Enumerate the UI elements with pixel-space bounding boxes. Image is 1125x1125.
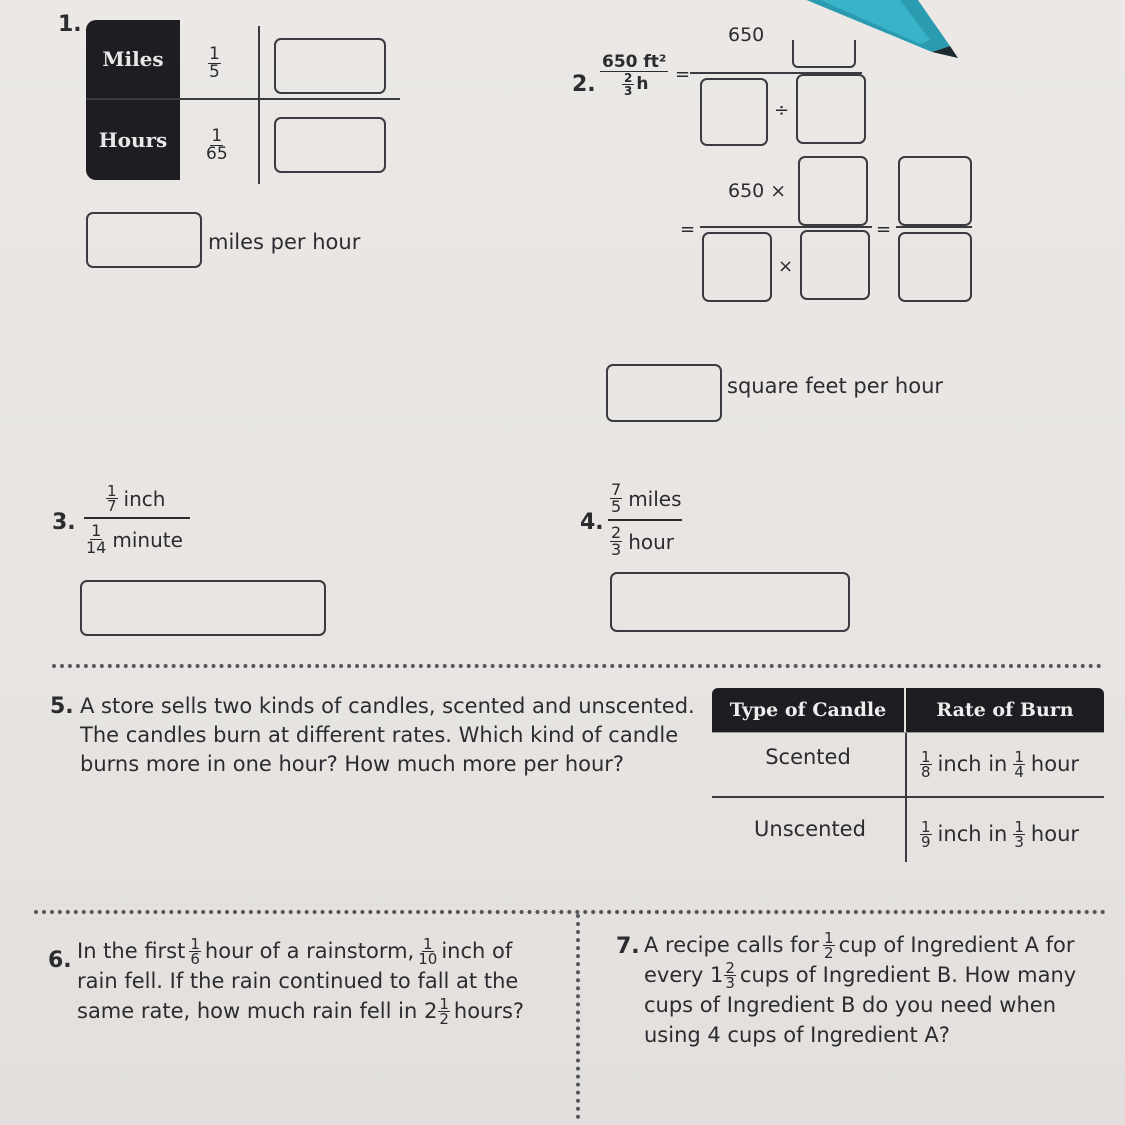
problem-2-number: 2. xyxy=(572,72,596,97)
hours-label: Hours xyxy=(86,100,180,180)
text-fragment: cup of Ingredient A for xyxy=(838,933,1075,957)
denominator: 3 xyxy=(725,973,735,992)
equals-sign: = xyxy=(675,64,691,85)
text-line: A store sells two kinds of candles, scented and unscented. xyxy=(80,694,695,718)
section-divider xyxy=(52,664,1102,668)
denominator: 5 xyxy=(611,497,622,516)
step2-numerator: 650 × xyxy=(728,180,787,202)
problem-4-fraction xyxy=(608,482,682,558)
step1-numerator: 650 xyxy=(728,24,765,46)
text-fragment: In the first xyxy=(77,939,186,963)
rate-unit: hour xyxy=(1030,752,1080,776)
denominator: 65 xyxy=(206,144,228,164)
numerator: 650 ft² xyxy=(602,52,667,72)
step1-divisor-box-b[interactable] xyxy=(796,74,866,144)
header-type: Type of Candle xyxy=(712,688,904,732)
text-fragment: A recipe calls for xyxy=(644,933,820,957)
hours-answer-box[interactable] xyxy=(274,117,386,173)
text-fragment: hour of a rainstorm, xyxy=(204,939,415,963)
table-divider xyxy=(258,26,260,184)
denominator: 3 xyxy=(1014,832,1024,851)
text-line: The candles burn at different rates. Which kind of candle xyxy=(80,723,679,747)
denominator: 5 xyxy=(209,62,220,82)
step2-bottom-box-b[interactable] xyxy=(800,230,870,300)
equals-sign: = xyxy=(876,219,892,240)
text-fragment: same rate, how much rain fell in 2 xyxy=(77,999,438,1023)
row-unscented-rate xyxy=(918,814,1079,854)
equals-sign: = xyxy=(680,219,696,240)
result-denominator-box[interactable] xyxy=(898,232,972,302)
numerator: 1 xyxy=(1014,817,1024,836)
text-line: using 4 cups of Ingredient A? xyxy=(644,1023,950,1047)
numerator: 1 xyxy=(824,928,834,947)
miles-label: Miles xyxy=(86,20,180,98)
text-line: burns more in one hour? How much more per hour? xyxy=(80,752,625,776)
step1-divisor-box-a[interactable] xyxy=(700,78,768,146)
section-divider xyxy=(34,910,1106,914)
numerator: 1 xyxy=(439,994,449,1013)
row-unscented-type: Unscented xyxy=(754,817,866,841)
numerator: 1 xyxy=(190,934,200,953)
problem-1-number: 1. xyxy=(58,12,82,37)
numerator: 1 xyxy=(211,126,223,146)
rate-text: inch in xyxy=(937,752,1008,776)
miles-answer-box[interactable] xyxy=(274,38,386,94)
denominator: 8 xyxy=(921,762,931,781)
numerator: 2 xyxy=(611,523,622,542)
denominator: 3 xyxy=(611,540,622,559)
rate-unit: hour xyxy=(1030,822,1080,846)
sqft-label: square feet per hour xyxy=(727,374,944,398)
numerator: 2 xyxy=(725,958,735,977)
column-divider xyxy=(576,914,580,1119)
sqft-answer-box[interactable] xyxy=(606,364,722,422)
mph-label: miles per hour xyxy=(208,230,361,254)
unit: hour xyxy=(628,529,674,554)
denominator: 9 xyxy=(921,832,931,851)
unit: h xyxy=(636,74,649,94)
denominator: 3 xyxy=(623,84,633,98)
problem-3-number: 3. xyxy=(52,510,76,535)
text-fragment: every 1 xyxy=(644,963,724,987)
numerator: 1 xyxy=(91,521,102,540)
unit: minute xyxy=(112,527,183,552)
denominator: 4 xyxy=(1014,762,1024,781)
row-scented-type: Scented xyxy=(765,745,851,769)
problem-7-number: 7. xyxy=(616,934,640,959)
text-fragment: inch of xyxy=(441,939,513,963)
table-divider xyxy=(712,796,1104,798)
denominator: 2 xyxy=(439,1009,449,1028)
denominator: 2 xyxy=(824,943,834,962)
divide-sign: ÷ xyxy=(774,100,790,121)
step1-top-box[interactable] xyxy=(792,40,856,68)
table-divider xyxy=(86,98,400,100)
text-line: cups of Ingredient B do you need when xyxy=(644,993,1057,1017)
step2-top-box[interactable] xyxy=(798,156,868,226)
hours-fraction xyxy=(204,128,230,163)
problem-3-answer-box[interactable] xyxy=(80,580,326,636)
unit: inch xyxy=(123,486,166,511)
problem-6-number: 6. xyxy=(48,948,72,973)
problem-6-text xyxy=(77,936,524,1026)
denominator: 6 xyxy=(190,949,200,968)
text-line: rain fell. If the rain continued to fall at the xyxy=(77,969,519,993)
denominator: 7 xyxy=(107,497,117,515)
numerator: 1 xyxy=(209,44,220,64)
given-rate-fraction xyxy=(600,52,668,97)
unit: miles xyxy=(628,486,682,511)
problem-7-text xyxy=(644,930,1076,1050)
text-fragment: cups of Ingredient B. How many xyxy=(739,963,1077,987)
problem-3-fraction xyxy=(84,484,190,556)
numerator: 1 xyxy=(107,482,117,500)
denominator: 14 xyxy=(86,538,107,557)
numerator: 7 xyxy=(611,480,622,499)
rate-text: inch in xyxy=(937,822,1008,846)
fraction-bar xyxy=(700,226,872,228)
mph-answer-box[interactable] xyxy=(86,212,202,268)
times-sign: × xyxy=(778,256,794,277)
problem-5-text xyxy=(80,692,695,779)
numerator: 1 xyxy=(921,747,931,766)
numerator: 1 xyxy=(422,934,433,953)
fraction-bar xyxy=(896,226,972,228)
table-divider xyxy=(712,732,1104,733)
problem-5-number: 5. xyxy=(50,694,74,719)
miles-fraction xyxy=(206,46,223,81)
candle-table xyxy=(712,688,1104,862)
result-numerator-box[interactable] xyxy=(898,156,972,226)
header-rate: Rate of Burn xyxy=(906,688,1104,732)
problem-4-answer-box[interactable] xyxy=(610,572,850,632)
numerator: 1 xyxy=(1014,747,1024,766)
row-scented-rate xyxy=(918,744,1079,784)
numerator: 1 xyxy=(921,817,931,836)
step2-bottom-box-a[interactable] xyxy=(702,232,772,302)
text-fragment: hours? xyxy=(453,999,525,1023)
denominator: 10 xyxy=(418,949,438,968)
problem-4-number: 4. xyxy=(580,510,604,535)
numerator: 2 xyxy=(623,71,633,85)
